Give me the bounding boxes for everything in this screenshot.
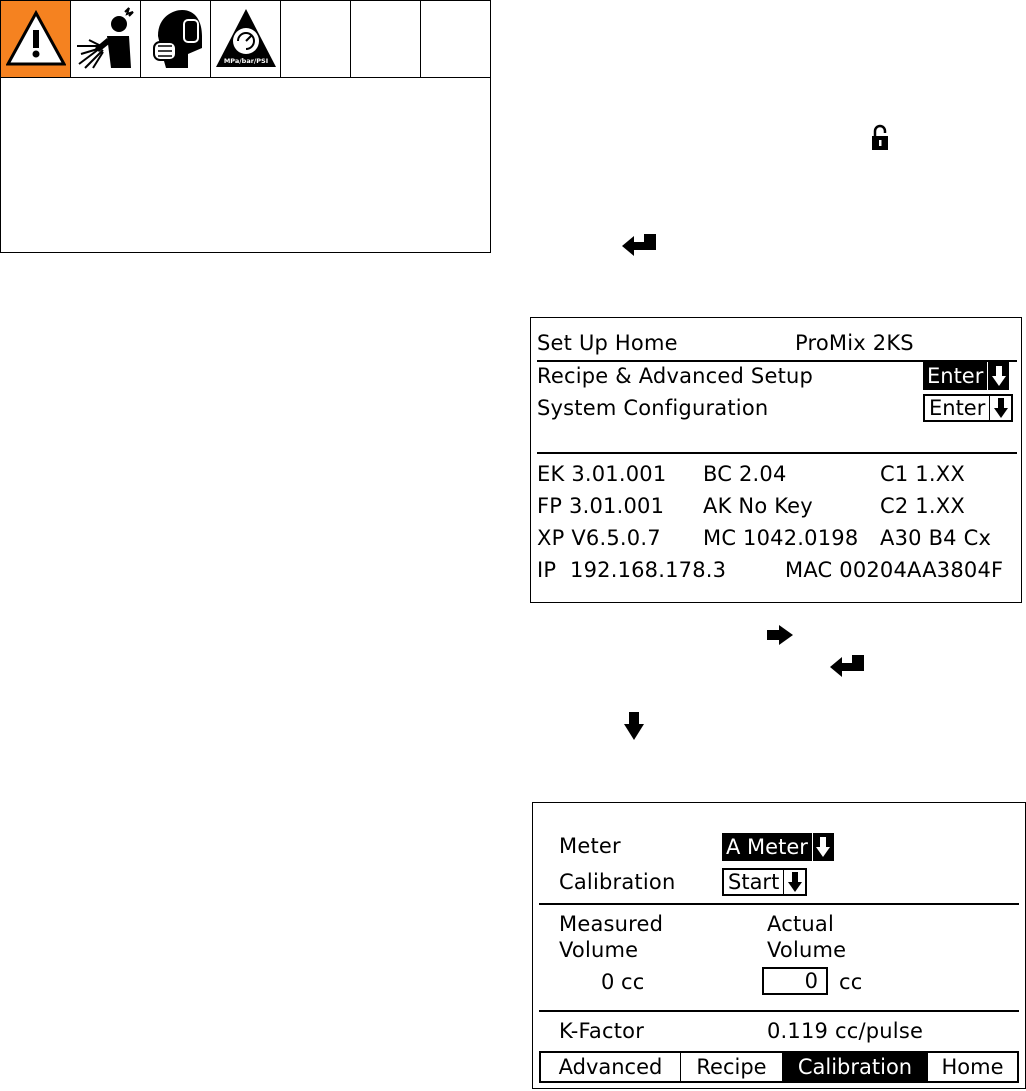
measured-volume-value: 0: [601, 970, 615, 994]
protective-equipment-icon: [148, 6, 204, 72]
calibration-select[interactable]: [722, 868, 807, 896]
info-cell: BC 2.04: [703, 462, 787, 486]
info-cell: FP 3.01.001: [537, 494, 665, 518]
divider: [537, 452, 1017, 454]
calibration-label: Calibration: [559, 870, 676, 894]
down-arrow-icon: [812, 833, 834, 861]
warning-cell: [71, 1, 141, 77]
actual-volume-label: Volume: [767, 938, 847, 962]
pressure-injection-icon: [75, 6, 137, 72]
divider: [539, 1010, 1019, 1012]
actual-volume-value: 0: [804, 968, 818, 993]
info-cell: C2 1.XX: [880, 494, 965, 518]
unlock-icon: [871, 123, 889, 151]
k-factor-value: 0.119 cc/pulse: [767, 1019, 924, 1043]
screen-title: Set Up Home: [537, 331, 678, 355]
calibration-screen: [532, 802, 1026, 1089]
meter-select[interactable]: [722, 833, 834, 861]
meter-label: Meter: [559, 834, 621, 858]
enter-button-label: Enter: [929, 395, 986, 420]
recipe-advanced-enter-button[interactable]: [923, 362, 1009, 390]
setup-home-screen: [530, 317, 1022, 603]
enter-key-icon: [830, 655, 866, 677]
measured-volume-label: Measured: [559, 912, 664, 936]
tab-label: Advanced: [558, 1054, 663, 1079]
ip-address: IP 192.168.178.3: [537, 558, 727, 582]
enter-button-label: Enter: [927, 363, 984, 388]
system-configuration-enter-button[interactable]: [923, 394, 1013, 422]
calibration-select-value: Start: [728, 869, 780, 894]
meter-select-value: A Meter: [726, 834, 808, 859]
tab-label: Calibration: [797, 1054, 913, 1079]
system-configuration-label: System Configuration: [537, 396, 769, 420]
tab-label: Home: [941, 1054, 1004, 1079]
k-factor-label: K-Factor: [559, 1019, 645, 1043]
warning-cell: [211, 1, 281, 77]
warning-icon-row: [1, 1, 490, 78]
warning-cell-empty: [421, 1, 490, 77]
warning-cell-empty: [351, 1, 421, 77]
info-cell: EK 3.01.001: [537, 462, 667, 486]
measured-volume-label: Volume: [559, 938, 639, 962]
tab-calibration[interactable]: [783, 1053, 928, 1081]
pressure-units-icon: [214, 7, 278, 71]
recipe-advanced-setup-label: Recipe & Advanced Setup: [537, 364, 814, 388]
divider: [539, 903, 1019, 905]
info-cell: MC 1042.0198: [703, 526, 859, 550]
warning-triangle-icon: [6, 10, 66, 68]
enter-key-icon: [622, 234, 658, 256]
warning-cell-empty: [281, 1, 351, 77]
info-cell: AK No Key: [703, 494, 813, 518]
tab-advanced[interactable]: [541, 1053, 681, 1081]
info-cell: A30 B4 Cx: [880, 526, 992, 550]
down-arrow-icon: [783, 870, 805, 894]
down-arrow-icon: [624, 712, 644, 740]
tab-bar: [539, 1051, 1019, 1083]
warning-box: [0, 0, 491, 253]
tab-home[interactable]: [928, 1053, 1017, 1081]
info-cell: C1 1.XX: [880, 462, 965, 486]
actual-volume-label: Actual: [767, 912, 834, 936]
mac-address: MAC 00204AA3804F: [785, 558, 1004, 582]
tab-label: Recipe: [696, 1054, 767, 1079]
right-arrow-icon: [767, 625, 793, 645]
down-arrow-icon: [989, 396, 1011, 420]
warning-cell: [141, 1, 211, 77]
down-arrow-icon: [987, 362, 1009, 390]
pressure-units-label: MPa/bar/PSI: [223, 57, 268, 65]
tab-recipe[interactable]: [681, 1053, 783, 1081]
measured-volume-unit: cc: [621, 970, 645, 994]
warning-cell: [1, 1, 71, 77]
actual-volume-unit: cc: [839, 970, 863, 994]
info-cell: XP V6.5.0.7: [537, 526, 661, 550]
actual-volume-input[interactable]: [762, 967, 828, 995]
product-name: ProMix 2KS: [795, 331, 914, 355]
